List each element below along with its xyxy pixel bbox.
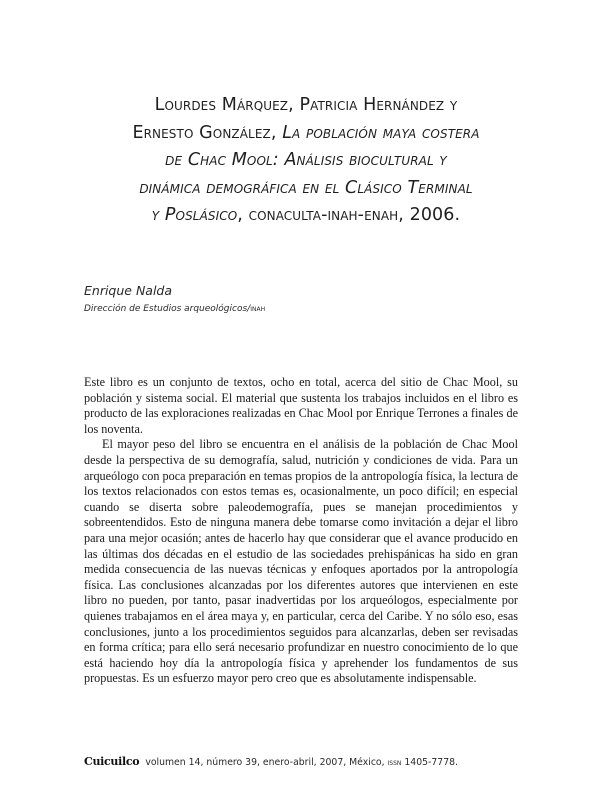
title-line-1: Lourdes Márquez, Patricia Hernández y: [154, 95, 458, 115]
page-footer: [84, 755, 524, 768]
title-author-segment: Ernesto González,: [132, 122, 283, 143]
affiliation-dept: Dirección de Estudios arqueológicos/: [84, 304, 251, 314]
issue-info: volumen 14, número 39, enero-abril, 2007, México,: [145, 757, 388, 768]
issn-label: issn: [387, 758, 402, 767]
title-publishers-segment: , conaculta-inah-enah,: [237, 205, 410, 225]
title-line-2: [96, 120, 516, 148]
title-line-5: [96, 202, 516, 230]
author-name: Enrique Nalda: [84, 283, 173, 298]
paragraph-1: Este libro es un conjunto de textos, ocho en total, acerca del sitio de Chac Mool, su población y sistema social. El material que sustenta los trabajos incluidos en el libro es producto de las exploraciones realizadas en Chac Mool por Enrique Terrones a finales de los noventa.: [84, 375, 518, 436]
title-book-end-segment: y Poslásico: [151, 205, 238, 225]
journal-logo: Cuicuilco: [84, 755, 140, 768]
title-line-3: de Chac Mool: Análisis biocultural y: [165, 150, 447, 170]
title-book-segment: La población maya costera: [282, 122, 480, 143]
title-line-4: dinámica demográfica en el Clásico Terminal: [139, 177, 473, 198]
affiliation-org: inah: [250, 304, 266, 313]
author-affiliation: [84, 304, 265, 314]
title-year: 2006.: [409, 205, 461, 225]
issn-number: 1405-7778.: [401, 757, 458, 768]
paragraph-2: El mayor peso del libro se encuentra en el análisis de la población de Chac Mool desde la perspectiva de su demografía, salud, nutrición y condiciones de vida. Para un arqueólogo con poca preparación en temas propios de la antropología física, la lectura de los textos relacionados con estos temas es, ocasionalmente, un poco difícil; en especial cuando se diserta sobre paleodemografía, pues se manejan procedimientos y sobreentendidos. Esto de ninguna manera debe tomarse como invitación a dejar el libro para una mejor ocasión; antes de hacerlo hay que considerar que el avance producido en las últimas dos décadas en el estudio de las sociedades prehispánicas ha sido en gran medida consecuencia de las nuevas técnicas y enfoques aportados por la antropología física. Las conclusiones alcanzadas por los diferentes autores que intervienen en este libro no pueden, por tanto, pasar inadvertidas por los arqueólogos, especialmente por quienes trabajamos en el área maya y, en particular, cerca del Caribe. Y no sólo eso, esas conclusiones, junto a los procedimientos seguidos para alcanzarlas, deben ser revisadas en forma crítica; para ello será necesario profundizar en nuestro conocimiento de lo que está haciendo hoy día la antropología física y aprehender los fundamentos de sus propuestas. Es un esfuerzo mayor pero creo que es absolutamente indispensable.: [84, 437, 518, 686]
review-title: [96, 92, 516, 230]
body-text: [84, 375, 518, 687]
